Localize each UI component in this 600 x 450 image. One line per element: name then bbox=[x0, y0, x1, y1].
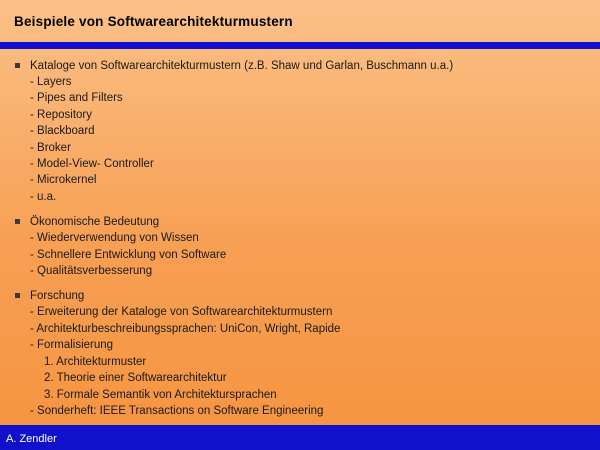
list-item: - Schnellere Entwicklung von Software bbox=[30, 248, 227, 261]
list-item: 3. Formale Semantik von Architektursprachen bbox=[44, 388, 277, 401]
slide-body bbox=[0, 58, 600, 428]
list-item: - Model-View- Controller bbox=[30, 158, 154, 171]
square-bullet-icon bbox=[15, 219, 20, 224]
list-item: - Wiederverwendung von Wissen bbox=[30, 232, 199, 245]
list-item: 1. Architekturmuster bbox=[44, 355, 147, 368]
bullet-label: Forschung bbox=[30, 290, 85, 303]
list-item: - Architekturbeschreibungssprachen: UniCon, Wright, Rapide bbox=[30, 322, 341, 335]
list-item: 2. Theorie einer Softwarearchitektur bbox=[44, 372, 227, 385]
bullet-label: Ökonomische Bedeutung bbox=[30, 216, 160, 229]
square-bullet-icon bbox=[15, 293, 20, 298]
list-item: - u.a. bbox=[30, 190, 57, 203]
content-block bbox=[0, 214, 600, 279]
list-item: - Erweiterung der Kataloge von Softwarearchitekturmustern bbox=[30, 306, 333, 319]
title-divider bbox=[0, 42, 600, 49]
list-item: - Formalisierung bbox=[30, 339, 114, 352]
page-title: Beispiele von Softwarearchitekturmustern bbox=[14, 14, 293, 29]
square-bullet-icon bbox=[15, 63, 20, 68]
list-item: - Repository bbox=[30, 108, 92, 121]
list-item: - Blackboard bbox=[30, 125, 95, 138]
content-block bbox=[0, 58, 600, 205]
bullet-item bbox=[0, 288, 600, 304]
list-item: - Microkernel bbox=[30, 174, 97, 187]
list-item: - Broker bbox=[30, 141, 71, 154]
bullet-item bbox=[0, 214, 600, 230]
bullet-label: Kataloge von Softwarearchitekturmustern (z.B. Shaw und Garlan, Buschmann u.a.) bbox=[30, 60, 454, 72]
list-item: - Sonderheft: IEEE Transactions on Software Engineering bbox=[30, 404, 324, 417]
list-item: - Pipes and Filters bbox=[30, 92, 123, 105]
list-item: - Qualitätsverbesserung bbox=[30, 265, 153, 278]
footer-author: A. Zendler bbox=[0, 428, 600, 450]
list-item: - Layers bbox=[30, 76, 72, 88]
content-block bbox=[0, 288, 600, 419]
bullet-item bbox=[0, 58, 600, 74]
